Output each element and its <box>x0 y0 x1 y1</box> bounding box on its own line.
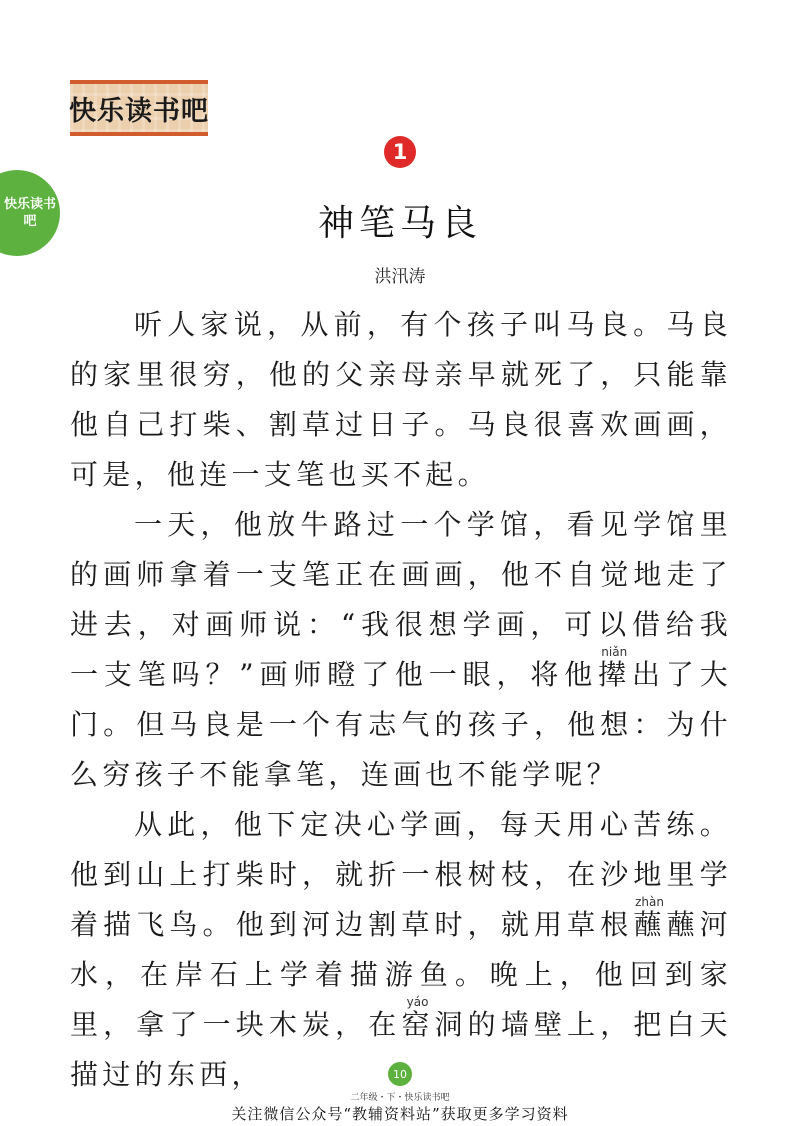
ruby-nian <box>598 645 632 691</box>
ruby-zhan-pinyin: zhàn <box>633 895 666 909</box>
ruby-nian-char: 撵 <box>598 658 632 691</box>
paragraph-3-text-c: 洞的墙壁上，把白天描过的东西， <box>70 1008 732 1091</box>
paragraph-3-text-a: 从此，他下定决心学画，每天用心苦练。他到山上打柴时，就折一根树枝，在沙地里学着描飞鸟。他到河边割草时，就用草根 <box>70 808 732 941</box>
paragraph-3 <box>70 800 732 1100</box>
paragraph-2 <box>70 500 732 800</box>
story-title: 神笔马良 <box>317 203 482 244</box>
ruby-yao-char: 窑 <box>401 1008 435 1041</box>
ruby-yao-pinyin: yáo <box>401 995 434 1009</box>
story-author: 洪汛涛 <box>374 267 426 287</box>
side-tab-label: 快乐读书吧 <box>3 197 56 229</box>
footer-watermark-note: 关注微信公众号“教辅资料站”获取更多学习资料 <box>231 1105 569 1123</box>
paragraph-1 <box>70 300 732 500</box>
page-number-badge: 10 <box>388 1062 412 1086</box>
chapter-number-badge: 1 <box>384 136 416 168</box>
paragraph-3-text-b: 蘸河水，在岸石上学着描游鱼。晚上，他回到家里，拿了一块木炭，在 <box>70 908 732 1041</box>
ruby-zhan <box>633 895 667 941</box>
story-body <box>70 300 732 1100</box>
section-banner <box>70 80 208 136</box>
section-title: 快乐读书吧 <box>69 95 209 127</box>
paragraph-1-text: 听人家说，从前，有个孩子叫马良。马良的家里很穷，他的父亲母亲早就死了，只能靠他自己打柴、割草过日子。马良很喜欢画画，可是，他连一支笔也买不起。 <box>70 308 732 491</box>
paragraph-2-text-b: 出了大门。但马良是一个有志气的孩子，他想：为什么穷孩子不能拿笔，连画也不能学呢？ <box>70 658 732 791</box>
ruby-nian-pinyin: niǎn <box>598 645 631 659</box>
paragraph-2-text-a: 一天，他放牛路过一个学馆，看见学馆里的画师拿着一支笔正在画画，他不自觉地走了进去，对画师说：“我很想学画，可以借给我一支笔吗？”画师瞪了他一眼，将他 <box>70 508 732 691</box>
ruby-zhan-char: 蘸 <box>633 908 667 941</box>
ruby-yao <box>401 995 435 1041</box>
footer-book-info: 二年级・下・快乐读书吧 <box>350 1093 450 1103</box>
